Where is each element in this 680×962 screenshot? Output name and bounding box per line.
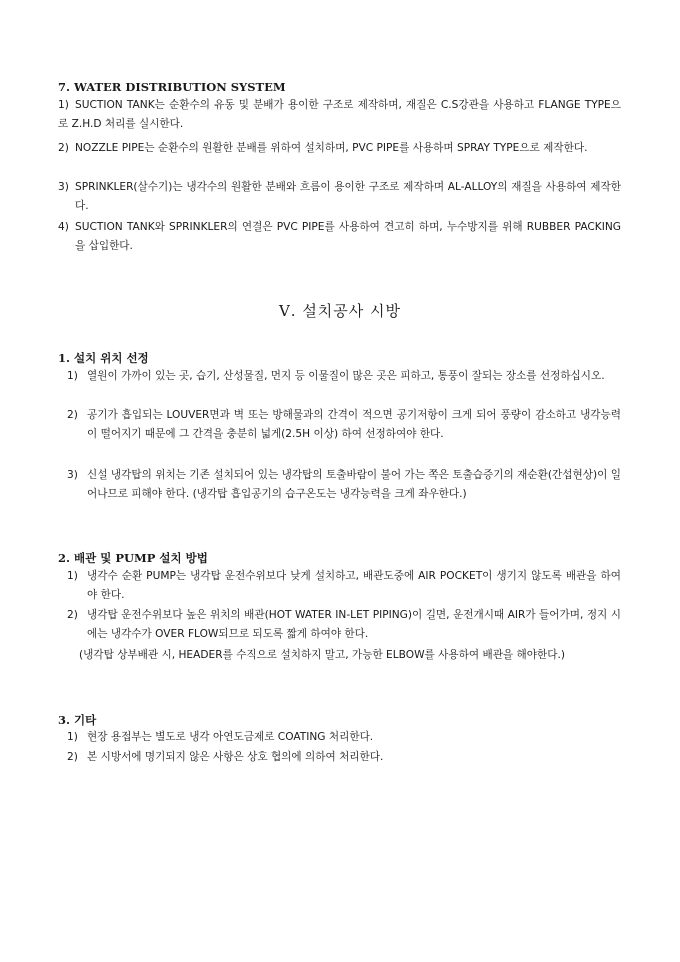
item-number: 1) xyxy=(67,731,78,743)
item-number: 3) xyxy=(67,469,78,481)
list-item xyxy=(58,218,621,256)
item-number: 1) xyxy=(58,99,69,111)
item-text: 본 시방서에 명기되지 않은 사항은 상호 협의에 의하여 처리한다. xyxy=(87,751,384,763)
list-item xyxy=(67,406,621,444)
section-heading: 7. WATER DISTRIBUTION SYSTEM xyxy=(58,80,286,94)
item-number: 1) xyxy=(67,370,78,382)
item-number: 2) xyxy=(67,609,78,621)
section-heading: 3. 기타 xyxy=(58,713,97,727)
list-item xyxy=(67,606,621,644)
chapter-title: Ⅴ. 설치공사 시방 xyxy=(278,302,402,320)
list-item xyxy=(67,567,621,605)
item-text: 냉각수 순환 PUMP는 냉각탑 운전수위보다 낮게 설치하고, 배관도중에 AIR POCKET이 생기지 않도록 배관을 하여야 한다. xyxy=(87,570,621,601)
item-text: 냉각탑 운전수위보다 높은 위치의 배관(HOT WATER IN-LET PIPING)이 길면, 운전개시때 AIR가 들어가며, 정지 시에는 냉각수가 OVER FLOW되므로 되도록 짧게 하여야 한다. xyxy=(87,609,621,640)
list-item xyxy=(67,728,621,747)
list-item xyxy=(67,367,621,386)
item-text: 신설 냉각탑의 위치는 기존 설치되어 있는 냉각탑의 토출바람이 불어 가는 쪽은 토출습증기의 재순환(간섭현상)이 일어나므로 피해야 한다. (냉각탑 흡입공기의 습구온도는 냉각능력을 크게 좌우한다.) xyxy=(87,469,621,500)
item-number: 2) xyxy=(67,751,78,763)
section-heading: 2. 배관 및 PUMP 설치 방법 xyxy=(58,551,208,565)
item-text: SUCTION TANK는 순환수의 유동 및 분배가 용이한 구조로 제작하며, 재질은 C.S강관을 사용하고 FLANGE TYPE으로 Z.H.D 처리를 실시한다. xyxy=(58,99,621,130)
section-heading: 1. 설치 위치 선정 xyxy=(58,351,149,365)
item-text: NOZZLE PIPE는 순환수의 원활한 분배를 위하여 설치하며, PVC PIPE를 사용하며 SPRAY TYPE으로 제작한다. xyxy=(75,142,588,154)
item-text: 열원이 가까이 있는 곳, 습기, 산성물질, 먼지 등 이물질이 많은 곳은 피하고, 통풍이 잘되는 장소를 선정하십시오. xyxy=(87,370,605,382)
item-number: 4) xyxy=(58,221,69,233)
item-number: 2) xyxy=(58,142,69,154)
item-text: SPRINKLER(살수기)는 냉각수의 원활한 분배와 흐름이 용이한 구조로 제작하며 AL-ALLOY의 재질을 사용하여 제작한다. xyxy=(75,181,621,212)
list-item xyxy=(58,96,621,134)
item-number: 1) xyxy=(67,570,78,582)
list-item xyxy=(67,748,621,767)
item-number: 2) xyxy=(67,409,78,421)
item-text: SUCTION TANK와 SPRINKLER의 연결은 PVC PIPE를 사용하여 견고히 하며, 누수방지를 위해 RUBBER PACKING을 삽입한다. xyxy=(75,221,621,252)
list-item xyxy=(67,466,621,504)
list-item xyxy=(58,178,621,216)
list-item xyxy=(58,139,621,158)
item-number: 3) xyxy=(58,181,69,193)
item-text: 현장 용접부는 별도로 냉각 아연도금제로 COATING 처리한다. xyxy=(87,731,374,743)
note-text: (냉각탑 상부배관 시, HEADER를 수직으로 설치하지 말고, 가능한 ELBOW를 사용하여 배관을 해야한다.) xyxy=(79,649,565,661)
item-text: 공기가 흡입되는 LOUVER면과 벽 또는 방해물과의 간격이 적으면 공기저항이 크게 되어 풍량이 감소하고 냉각능력이 떨어지기 때문에 그 간격을 충분히 넓게(2.5H 이상) 하여 선정하여야 한다. xyxy=(87,409,621,440)
